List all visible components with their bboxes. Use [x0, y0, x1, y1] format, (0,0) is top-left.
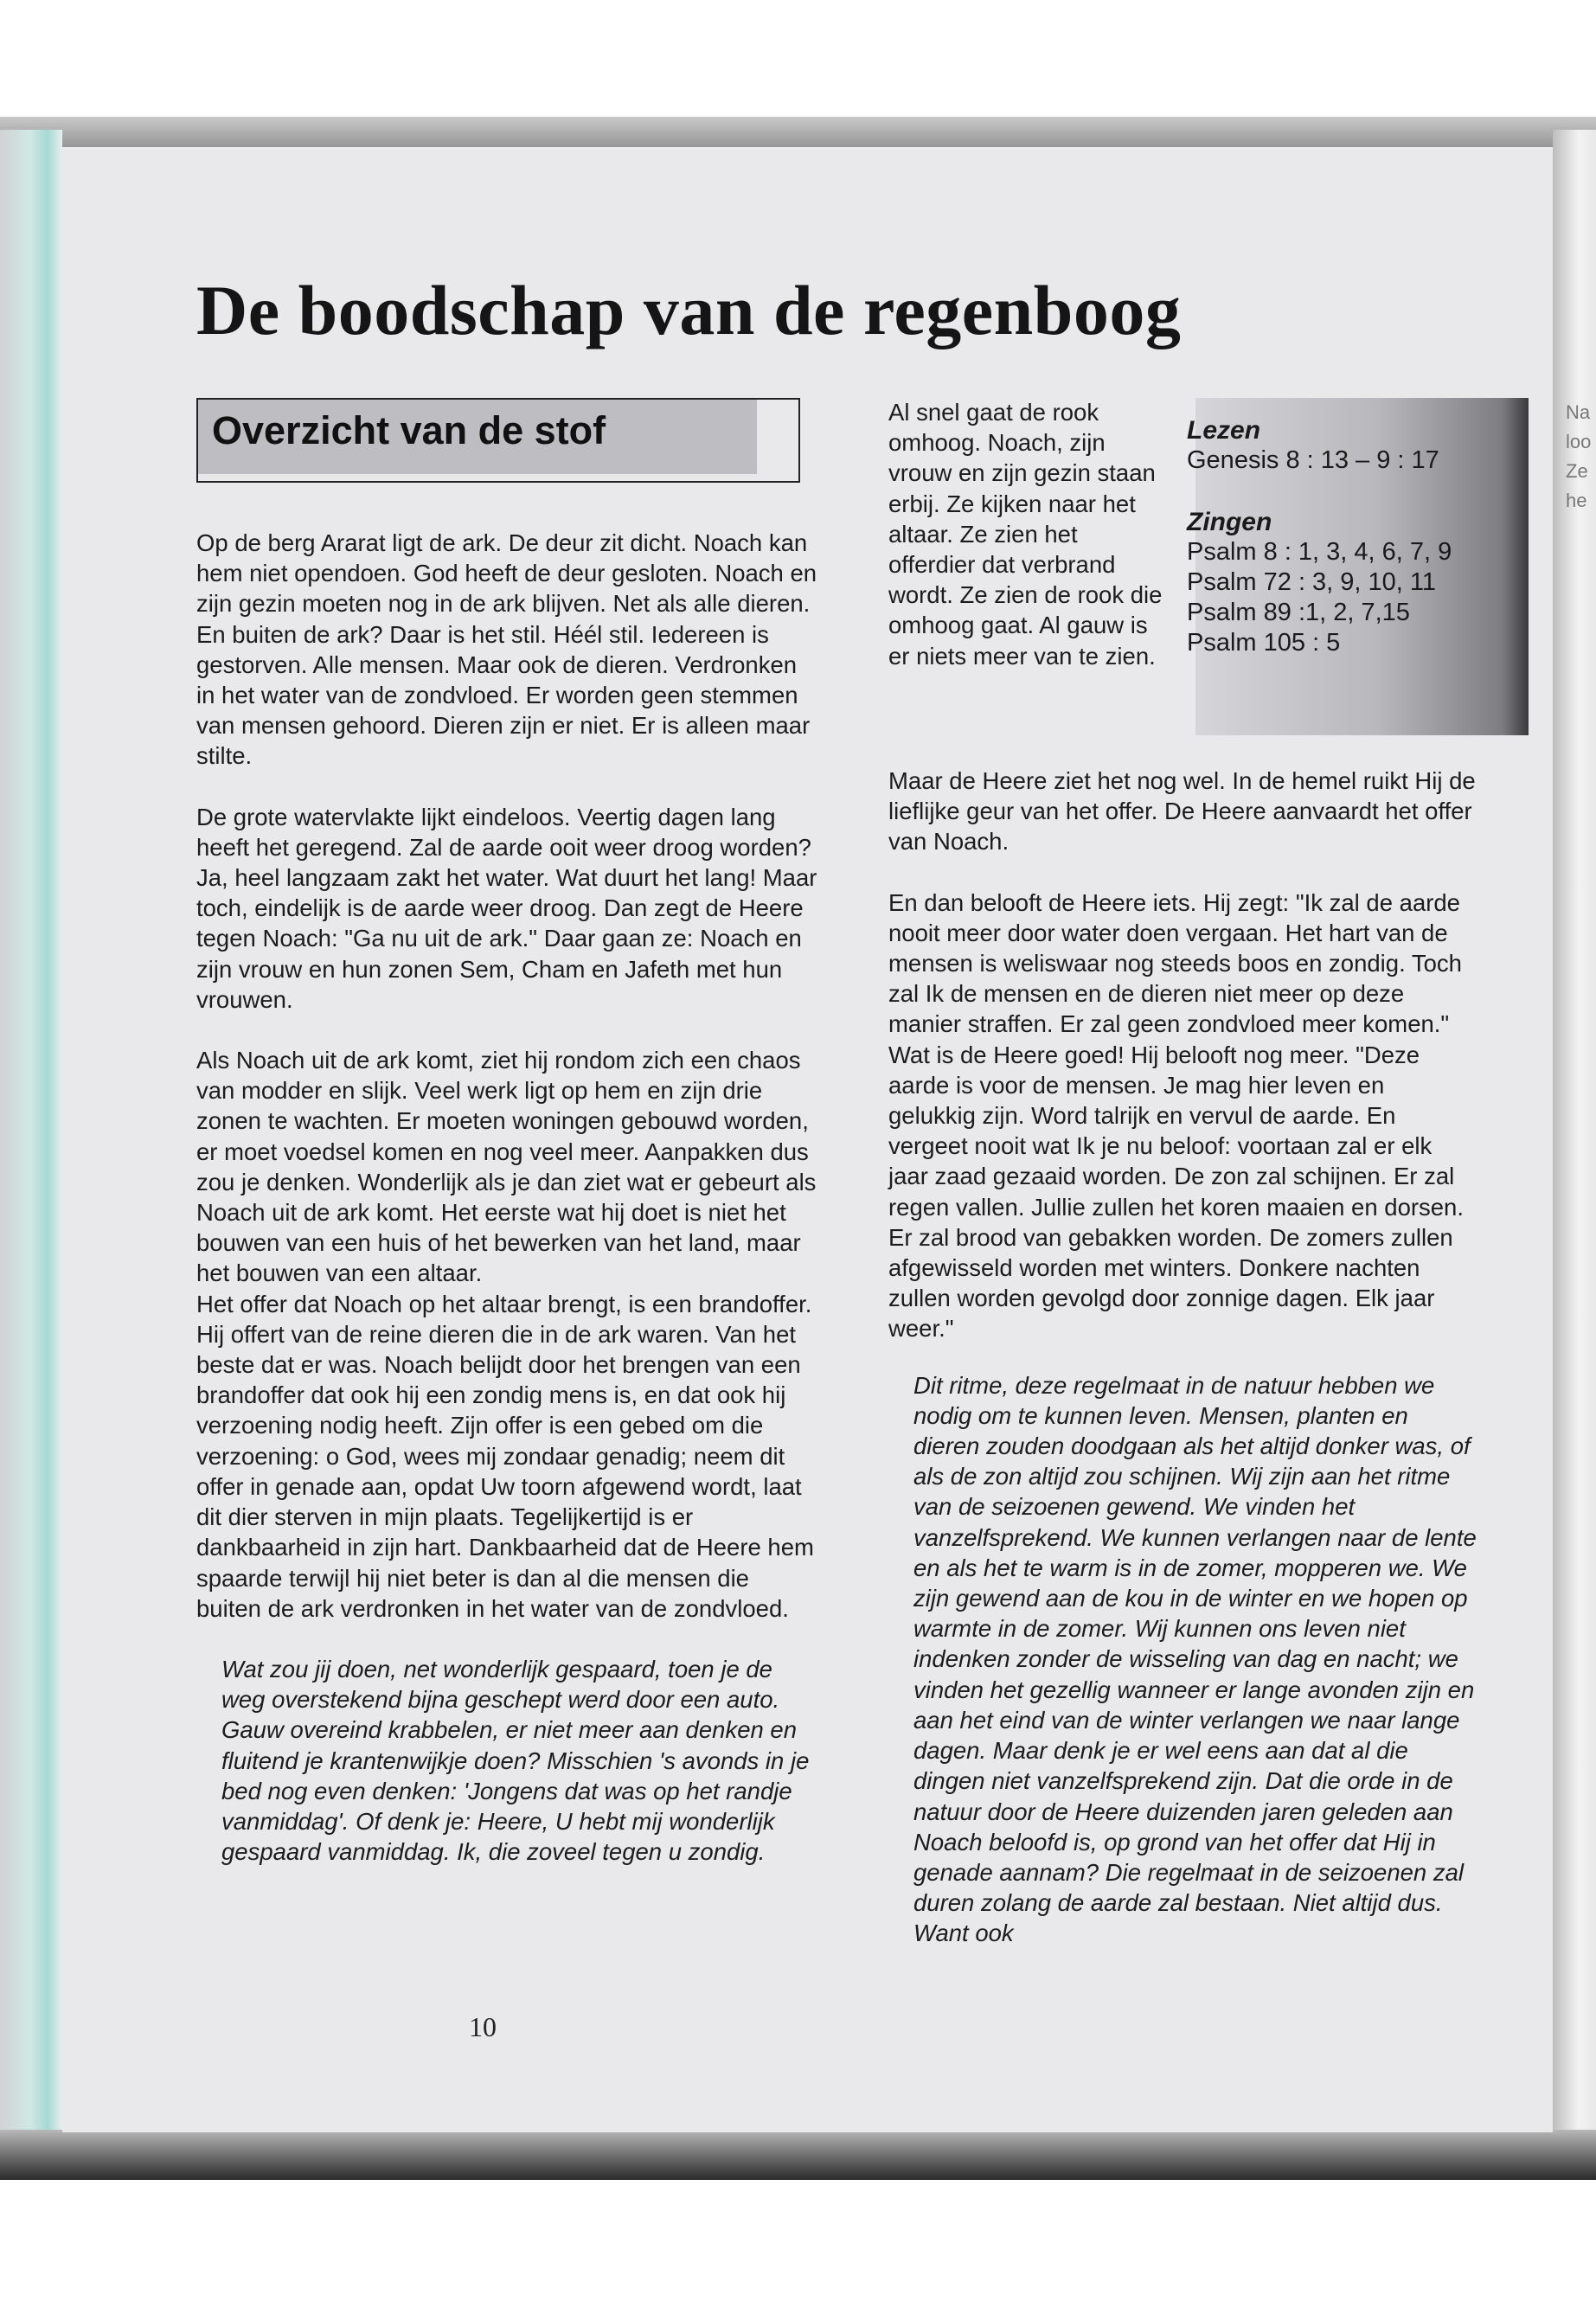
margin-ghost-text: Na loo Ze he	[1566, 401, 1592, 511]
zingen-psalm-4: Psalm 105 : 5	[1187, 629, 1341, 657]
left-paragraph-1: Op de berg Ararat ligt de ark. De deur zit dicht. Noach kan hem niet opendoen. God heeft de deur gesloten. Noach en zijn gezin moeten nog in de ark blijven. Net als alle dieren. En buiten de ark? Daar is het stil. Héél stil. Iedereen is gestorven. Alle mensen. Maar ook de dieren. Verdronken in het water van de zondvloed. Er worden geen stemmen van mensen gehoord. Dieren zijn er niet. Er is alleen maar stilte.	[196, 529, 817, 770]
right-paragraph-3: Wat is de Heere goed! Hij belooft nog meer. "Deze aarde is voor de mensen. Je mag hier leven en gelukkig zijn. Word talrijk en vervul de aarde. En vergeet nooit wat Ik je nu beloof: voortaan zal er elk jaar zaad gezaaid worden. De zon zal schijnen. Er zal regen vallen. Jullie zullen het koren maaien en dorsen. Er zal brood van gebakken worden. De zomers zullen afgewisseld worden met winters. Donkere nachten zullen worden gevolgd door zonnige dagen. Elk jaar weer."	[888, 1041, 1464, 1343]
right-italic-reflection: Dit ritme, deze regelmaat in de natuur hebben we nodig om te kunnen leven. Mensen, planten en dieren zouden doodgaan als het altijd donker was, of als de zon altijd zou schijnen. Wij zijn aan het ritme van de seizoenen gewend. We vinden het vanzelfsprekend. We kunnen verlangen naar de lente en als het te warm is in de zomer, mopperen we. We zijn gewend aan de kou in de winter en we hopen op warmte in de zomer. Wij kunnen ons leven niet indenken zonder de wisseling van dag en nacht; we vinden het gezellig wanneer er lange avonden zijn en aan het eind van de winter verlangen we naar lange dagen. Maar denk je er wel eens aan dat al die dingen niet vanzelfsprekend zijn. Dat die orde in de natuur door de Heere duizenden jaren geleden aan Noach beloofd is, op grond van het offer dat Hij in genade aannam? Die regelmaat in de seizoenen zal duren zolang de aarde zal bestaan. Niet altijd dus. Want ook	[913, 1371, 1477, 1947]
zingen-psalm-1: Psalm 8 : 1, 3, 4, 6, 7, 9	[1187, 538, 1452, 566]
right-column	[888, 766, 1477, 1979]
scan-edge-bottom	[0, 2130, 1596, 2180]
scan-edge-left	[0, 130, 62, 2145]
overview-heading: Overzicht van de stof	[212, 408, 606, 452]
left-paragraph-3: Als Noach uit de ark komt, ziet hij rondom zich een chaos van modder en slijk. Veel werk ligt op hem en zijn drie zonen te wachten. Er moeten woningen gebouwd worden, er moet voedsel komen en nog veel meer. Aanpakken dus zou je denken. Wonderlijk als je dan ziet wat er gebeurt als Noach uit de ark komt. Het eerste wat hij doet is niet het bouwen van een huis of het bewerken van het land, maar het bouwen van een altaar.	[196, 1047, 817, 1287]
zingen-heading: Zingen	[1187, 508, 1272, 536]
left-paragraph-4: Het offer dat Noach op het altaar brengt, is een brandoffer. Hij offert van de reine dieren die in de ark waren. Van het beste dat er was. Noach belijdt door het brengen van een brandoffer dat ook hij een zondig mens is, en dat ook hij verzoening nodig heeft. Zijn offer is een gebed om die verzoening: o God, wees mij zondaar genadig; neem dit offer in genade aan, opdat Uw toorn afgewend wordt, laat dit dier sterven in mijn plaats. Tegelijkertijd is er dankbaarheid in zijn hart. Dankbaarheid dat de Heere hem spaarde terwijl hij niet beter is dan al die mensen die buiten de ark verdronken in het water van de zondvloed.	[196, 1290, 814, 1622]
overview-box	[196, 398, 800, 483]
reading-singing-box	[1174, 398, 1529, 735]
page-number: 10	[469, 2011, 497, 2042]
book-page	[62, 147, 1553, 2132]
zingen-psalm-2: Psalm 72 : 3, 9, 10, 11	[1187, 568, 1437, 596]
lezen-heading: Lezen	[1187, 416, 1261, 445]
left-italic-reflection: Wat zou jij doen, net wonderlijk gespaard, toen je de weg overstekend bijna geschept werd door een auto. Gauw overeind krabbelen, er niet meer aan denken en fluitend je krantenwijkje doen? Misschien 's avonds in je bed nog even denken: 'Jongens dat was op het randje vanmiddag'. Of denk je: Heere, U hebt mij wonderlijk gespaard vanmiddag. Ik, die zoveel tegen u zondig.	[221, 1655, 810, 1866]
right-intro	[888, 397, 1165, 671]
reading-box-content	[1187, 415, 1507, 658]
scan-edge-top	[0, 117, 1596, 151]
zingen-psalm-3: Psalm 89 :1, 2, 7,15	[1187, 599, 1410, 626]
page-title: De boodschap van de regenboog	[196, 271, 1182, 349]
right-paragraph-1: Maar de Heere ziet het nog wel. In de hemel ruikt Hij de lieflijke geur van het offer. De Heere aanvaardt het offer van Noach.	[888, 767, 1476, 856]
right-paragraph-2: En dan belooft de Heere iets. Hij zegt: "Ik zal de aarde nooit meer door water doen vergaan. Het hart van de mensen is weliswaar nog steeds boos en zondig. Toch zal Ik de mensen en de dieren niet meer op deze manier straffen. Er zal geen zondvloed meer komen."	[888, 888, 1462, 1038]
right-intro-text: Al snel gaat de rook omhoog. Noach, zijn vrouw en zijn gezin staan erbij. Ze kijken naar het altaar. Ze zien het offerdier dat verbrand wordt. Ze zien de rook die omhoog gaat. Al gauw is er niets meer van te zien.	[888, 399, 1163, 670]
left-column	[196, 528, 819, 1897]
left-paragraph-2: De grote watervlakte lijkt eindeloos. Veertig dagen lang heeft het geregend. Zal de aarde ooit weer droog worden? Ja, heel langzaam zakt het water. Wat duurt het lang! Maar toch, eindelijk is de aarde weer droog. Dan zegt de Heere tegen Noach: "Ga nu uit de ark." Daar gaan ze: Noach en zijn vrouw en hun zonen Sem, Cham en Jafeth met hun vrouwen.	[196, 803, 817, 1013]
lezen-reference: Genesis 8 : 13 – 9 : 17	[1187, 446, 1439, 474]
